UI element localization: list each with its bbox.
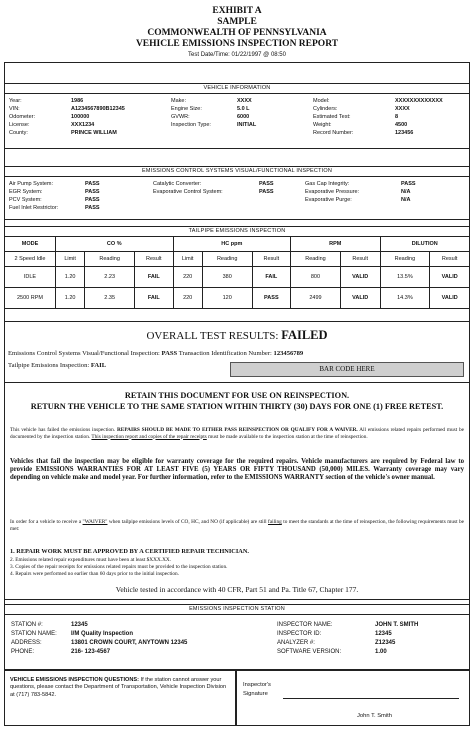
model-label: Model: [313,98,330,104]
report-title: VEHICLE EMISSIONS INSPECTION REPORT [135,39,339,49]
hc-limit-subheader: Limit [173,252,202,267]
odometer-label: Odometer: [9,114,35,120]
cylinders-value: XXXX [395,106,410,112]
questions-box [4,670,236,726]
year-label: Year: [9,98,22,104]
waiver-para-e: to meet the standards at the time of reinspection, the following requirements must be met: [10,519,464,532]
analyzer-label: ANALYZER #: [277,640,315,646]
co-result-cell: FAIL [135,267,173,288]
mode-cell: IDLE [5,267,56,288]
waiver-para-b: "WAIVER" [82,519,108,525]
rpm-result-cell: VALID [340,267,380,288]
dil-reading-cell: 14.3% [380,288,430,309]
tailpipe-subheader-row [5,252,470,267]
vin-value: A1234567890B12345 [71,106,125,112]
mode-col-header: MODE [5,237,56,252]
table-row [5,267,470,288]
inspection-type-label: Inspection Type: [171,122,211,128]
license-label: License: [9,122,30,128]
co-result-subheader: Result [135,252,173,267]
record-value: 123456 [395,130,414,136]
dil-result-subheader: Result [430,252,470,267]
station-name-value: I/M Quality Inspection [71,631,134,637]
co-limit-subheader: Limit [56,252,85,267]
co-limit-cell: 1.20 [56,267,85,288]
signature-name: John T. Smith [357,713,393,719]
co-reading-subheader: Reading [85,252,135,267]
co-result-cell: FAIL [135,288,173,309]
evap-purge-label: Evaporative Purge: [305,197,352,203]
vehicle-info-section [4,83,470,149]
waiver-para-d: failing [268,519,282,525]
tailpipe-result-line [8,362,106,369]
station-heading: EMISSIONS INSPECTION STATION [5,605,469,615]
repair-para-c: All emissions related repairs performed must be documented by the inspection station. [10,427,464,440]
license-value: XXX1234 [71,122,95,128]
est-test-value: 8 [395,114,399,120]
rpm-reading-subheader: Reading [291,252,341,267]
signature-box [236,670,470,726]
fuel-inlet-label: Fuel Inlet Restrictor: [9,205,59,211]
address-value: 13801 CROWN COURT, ANYTOWN 12345 [71,640,188,646]
gvwr-value: 6000 [237,114,250,120]
questions-text: If the station cannot answer your questions, please contact the Department of Transportation, Vehicle Inspection Division at (717) 783-5842. [10,677,227,698]
repair-para-d: This inspection report and copies of the repair receipts [91,433,207,440]
station-num-value: 12345 [71,622,88,628]
county-label: County: [9,130,28,136]
software-label: SOFTWARE VERSION: [277,649,342,655]
inspector-name-value: JOHN T. SMITH [375,622,419,628]
county-value: PRINCE WILLIAM [71,130,117,136]
inspector-name-label: INSPECTOR NAME: [277,622,333,628]
dil-result-cell: VALID [430,267,470,288]
questions-title: VEHICLE EMISSIONS INSPECTION QUESTIONS: [10,677,139,683]
waiver-paragraph [10,519,464,532]
egr-label: EGR System: [9,189,43,195]
rpm-result-subheader: Result [340,252,380,267]
tailpipe-table [4,236,470,309]
ecs-result-line [8,350,303,357]
weight-label: Weight: [313,122,332,128]
hc-reading-subheader: Reading [202,252,252,267]
commonwealth-title: COMMONWEALTH OF PENNSYLVANIA [147,28,327,38]
station-name-label: STATION NAME: [11,631,57,637]
ecs-result-label: Emissions Control Systems Visual/Functional Inspection: [8,350,160,357]
overall-result [0,328,474,343]
cylinders-label: Cylinders: [313,106,338,112]
pcv-value: PASS [85,197,100,203]
ecs-result-value: PASS [161,350,178,357]
requirement-4: 4. Repairs were performed no earlier than 60 days prior to the initial inspection. [10,571,180,577]
emissions-control-section [4,166,470,220]
catalytic-label: Catalytic Converter: [153,181,202,187]
co-reading-cell: 2.23 [85,267,135,288]
hc-result-cell: PASS [252,288,290,309]
evap-control-label: Evaporative Control System: [153,189,223,195]
table-row [5,288,470,309]
hc-col-header: HC ppm [173,237,291,252]
est-test-label: Estimated Test: [313,114,351,120]
exhibit-label: EXHIBIT A [212,6,262,16]
questions-text-block [10,677,232,699]
dilution-col-header: DILUTION [380,237,470,252]
txn-label: Transaction Identification Number: [178,350,272,357]
signature-line [283,697,459,699]
rpm-reading-cell: 2499 [291,288,341,309]
inspector-id-label: INSPECTOR ID: [277,631,322,637]
evap-control-value: PASS [259,189,274,195]
test-datetime: Test Date/Time: 01/22/1997 @ 08:50 [188,52,286,58]
waiver-para-c: when tailpipe emissions levels of CO, HC, and NO (if applicable) are still [108,519,267,525]
barcode-placeholder: BAR CODE HERE [230,362,464,377]
inspection-type-value: INITIAL [237,122,257,128]
phone-label: PHONE: [11,649,35,655]
gas-cap-value: PASS [401,181,416,187]
requirement-2: 2. Emissions related repair expenditures must have been at least $XXX.XX. [10,557,172,563]
station-section [4,604,470,670]
air-pump-label: Air Pump System: [9,181,54,187]
catalytic-value: PASS [259,181,274,187]
hc-reading-cell: 120 [202,288,252,309]
station-num-label: STATION #: [11,622,43,628]
hc-result-subheader: Result [252,252,290,267]
odometer-value: 100000 [71,114,90,120]
fuel-inlet-value: PASS [85,205,100,211]
make-label: Make: [171,98,186,104]
make-value: XXXX [237,98,252,104]
tailpipe-heading: TAILPIPE EMISSIONS INSPECTION [188,228,286,234]
waiver-para-a: In order for a vehicle to receive a [10,519,82,525]
engine-value: 5.0 L [237,106,250,112]
record-label: Record Number: [313,130,354,136]
dil-reading-subheader: Reading [380,252,430,267]
hc-limit-cell: 220 [173,288,202,309]
evap-pressure-label: Evaporative Pressure: [305,189,360,195]
air-pump-value: PASS [85,181,100,187]
hc-limit-cell: 220 [173,267,202,288]
sample-label: SAMPLE [217,17,257,27]
signature-label: Inspector's Signature [243,682,271,697]
retain-notice: RETAIN THIS DOCUMENT FOR USE ON REINSPECTION. [124,391,350,400]
evap-purge-value: N/A [401,197,411,203]
co-col-header: CO % [56,237,174,252]
evap-pressure-value: N/A [401,189,411,195]
model-value: XXXXXXXXXXXXX [395,98,443,104]
engine-label: Engine Size: [171,106,202,112]
dil-reading-cell: 13.5% [380,267,430,288]
gas-cap-label: Gas Cap Integrity: [305,181,350,187]
tailpipe-header-row [5,237,470,252]
vin-label: VIN: [9,106,20,112]
rpm-reading-cell: 800 [291,267,341,288]
return-notice: RETURN THE VEHICLE TO THE SAME STATION WITHIN THIRTY (30) DAYS FOR ONE (1) FREE RETEST. [30,402,444,411]
hc-result-cell: FAIL [252,267,290,288]
tailpipe-result-value: FAIL [90,362,107,369]
co-reading-cell: 2.35 [85,288,135,309]
repair-para-e: must be made available to the inspection station at the time of reinspection. [208,433,368,440]
inspector-id-value: 12345 [375,631,392,637]
repair-paragraph [10,427,464,440]
requirement-3: 3. Copies of the repair receipts for emissions related repairs must be provided to the inspection station. [10,564,228,570]
overall-result-value: FAILED [281,328,328,342]
txn-value: 123456789 [273,350,304,357]
pcv-label: PCV System: [9,197,42,203]
rpm-col-header: RPM [291,237,380,252]
rpm-result-cell: VALID [340,288,380,309]
phone-value: 216- 123-4567 [71,649,111,655]
overall-result-label: OVERALL TEST RESULTS: [146,330,279,342]
speed-subheader: 2 Speed Idle [5,252,56,267]
co-limit-cell: 1.20 [56,288,85,309]
mode-cell: 2500 RPM [5,288,56,309]
dil-result-cell: VALID [430,288,470,309]
year-value: 1986 [71,98,84,104]
repair-para-a: This vehicle has failed the emissions inspection. [10,427,116,433]
tested-accordance: Vehicle tested in accordance with 40 CFR, Part 51 and Pa. Title 67, Chapter 177. [115,585,359,594]
egr-value: PASS [85,189,100,195]
repair-para-b: REPAIRS SHOULD BE MADE TO EITHER PASS REINSPECTION OR QUALIFY FOR A WAIVER. [116,427,358,433]
emissions-control-heading: EMISSIONS CONTROL SYSTEMS VISUAL/FUNCTIONAL INSPECTION [5,167,469,177]
requirement-1: 1. REPAIR WORK MUST BE APPROVED BY A CERTIFIED REPAIR TECHNICIAN. [10,548,249,555]
gvwr-label: GVWR: [171,114,190,120]
analyzer-value: Z12345 [375,640,396,646]
address-label: ADDRESS: [11,640,42,646]
hc-reading-cell: 380 [202,267,252,288]
weight-value: 4500 [395,122,408,128]
tailpipe-result-label: Tailpipe Emissions Inspection: [8,362,90,369]
warranty-paragraph: Vehicles that fail the inspection may be eligible for warranty coverage for the required repairs. Vehicle manufacturers are required by Federal law to provide EMISSIONS WARRANTIES FOR AT LEAST FIVE (5) YEARS OR FIFTY THOUSAND (50,000) MILES. Warranty coverage may vary depending on vehicle make and model year. For further information, refer to the EMISSIONS WARRANTY section of the vehicle's owner manual. [10,458,464,482]
software-value: 1.00 [375,649,387,655]
vehicle-info-heading: VEHICLE INFORMATION [5,84,469,94]
